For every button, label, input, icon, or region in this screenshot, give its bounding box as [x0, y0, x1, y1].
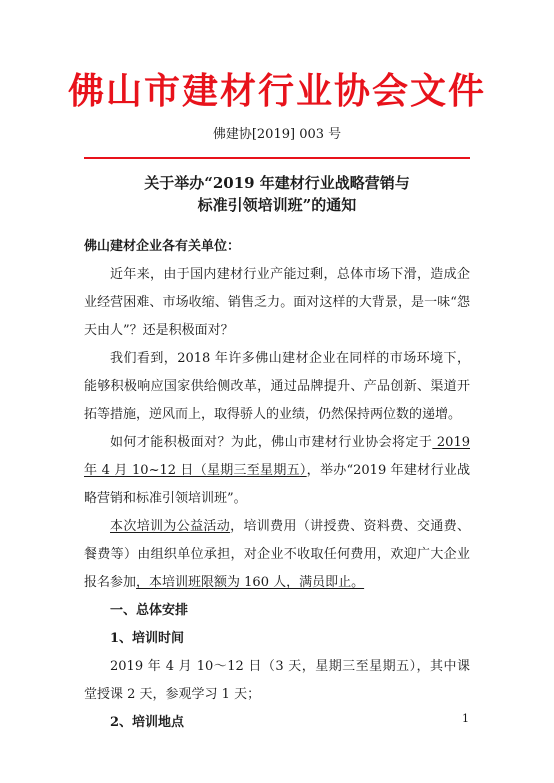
paragraph-1: 近年来，由于国内建材行业产能过剩，总体市场下滑，造成企业经营困难、市场收缩、销售乏力。面对这样的大背景，是一味“怨天由人”？还是积极面对？ [84, 267, 470, 338]
paragraph-4 [84, 513, 470, 597]
paragraph-3-lead: 如何才能积极面对？为此，佛山市建材行业协会将定于 [110, 435, 433, 450]
paragraph-4-underlined-1: 本次培训为公益活动 [110, 519, 231, 534]
paragraph-3-tail: ，举办“2019 年建材行业战略营销和标准引领培训班”。 [84, 463, 470, 506]
paragraph-4-middle: ，培训费用（讲授费、资料费、交通费、餐费等）由组织单位承担，对企业不收取任何费用，欢迎广大企业报名参加 [84, 519, 470, 590]
document-number: 佛建协[2019] 003 号 [212, 127, 342, 142]
notice-title-line-1: 关于举办“2019 年建材行业战略营销与 [144, 174, 410, 192]
subsection-1-text: 2019 年 4 月 10～12 日（3 天，星期三至星期五），其中课堂授课 2 天，参观学习 1 天； [84, 659, 470, 702]
page-number: 1 [462, 712, 469, 725]
masthead-title: 佛山市建材行业协会文件 [67, 71, 486, 112]
salutation: 佛山建材企业各有关单位： [84, 239, 241, 254]
section-1-heading: 一、总体安排 [110, 603, 189, 618]
paragraph-2: 我们看到，2018 年许多佛山建材企业在同样的市场环境下，能够积极响应国家供给侧改革，通过品牌提升、产品创新、渠道开拓等措施，逆风而上，取得骄人的业绩，仍然保持两位数的递增。 [84, 351, 470, 422]
notice-title [0, 172, 554, 216]
red-divider [84, 157, 470, 159]
subsection-1-heading: 1、培训时间 [110, 631, 185, 646]
paragraph-4-underlined-2: ，本培训班限额为 160 人，满员即止。 [136, 575, 365, 590]
document-body [84, 233, 470, 737]
training-dates-underlined: 2019 年 4 月 10~12 日（星期三至星期五） [84, 435, 470, 478]
subsection-2-heading: 2、培训地点 [110, 715, 185, 730]
notice-title-line-2: 标准引领培训班”的通知 [197, 196, 357, 214]
paragraph-3 [84, 429, 470, 513]
